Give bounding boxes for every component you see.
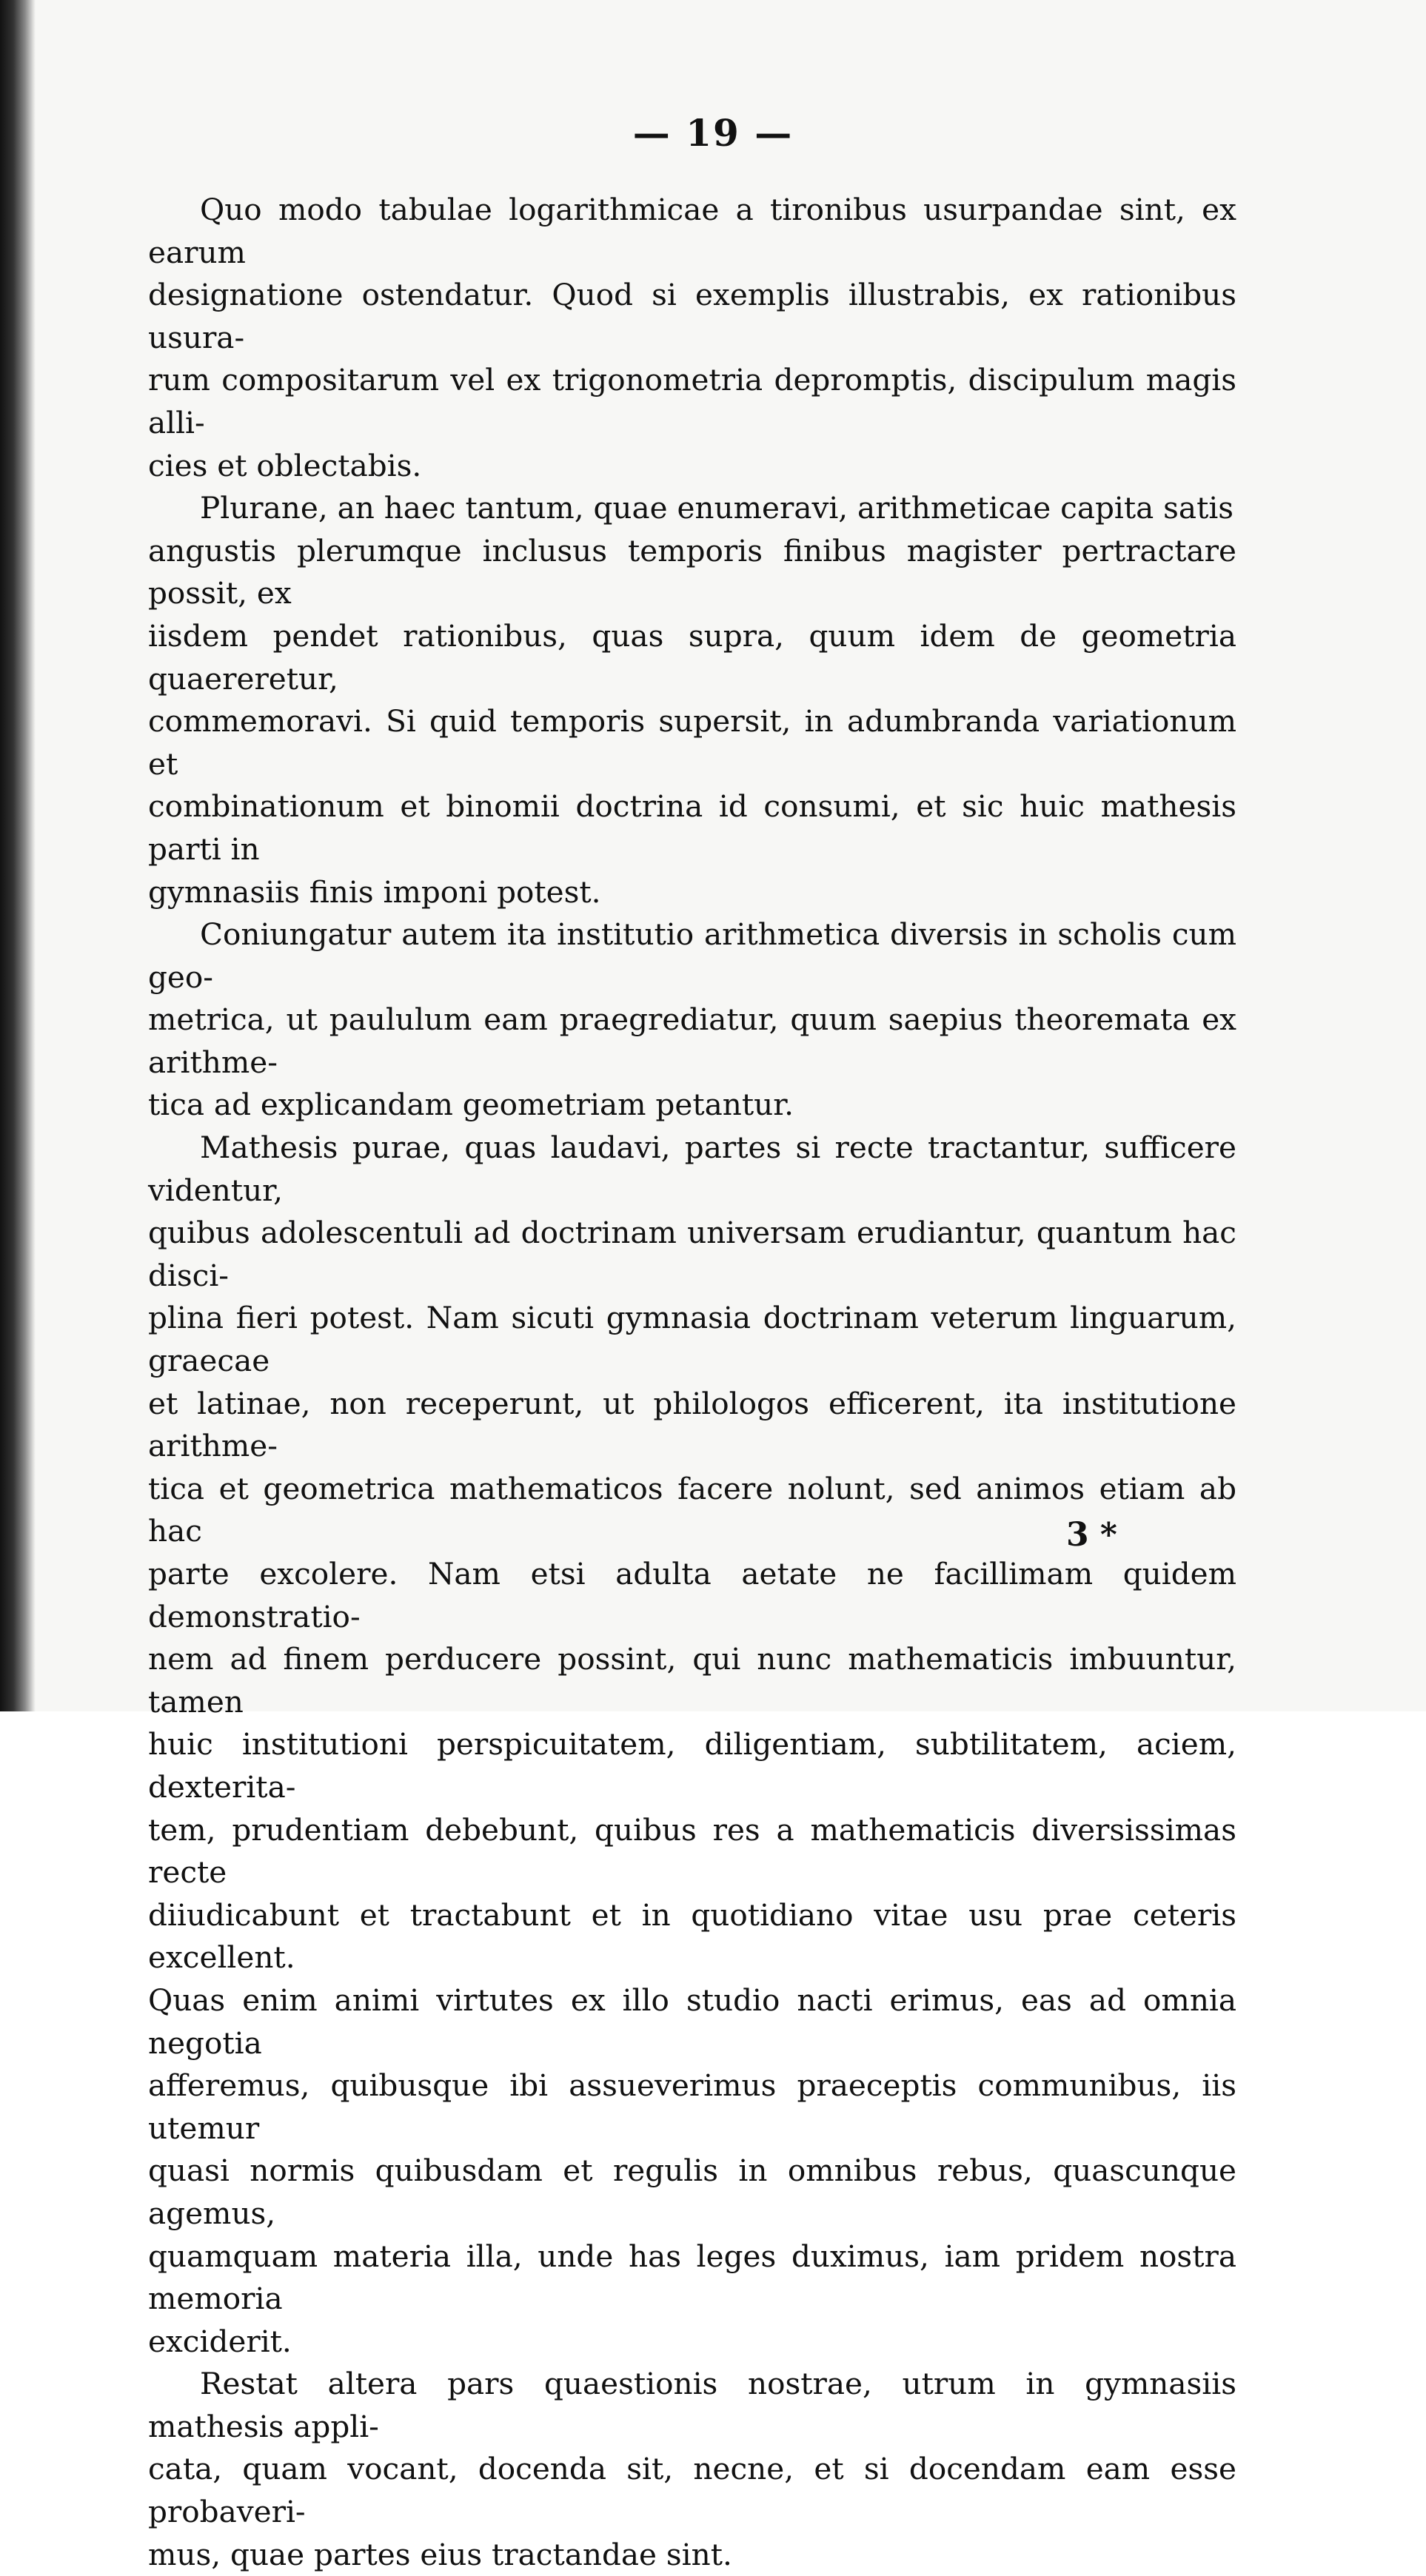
paragraph-1: Quo modo tabulae logarithmicae a tironibus usurpandae sint, ex earum designatione ostendatur. Quod si exemplis illustrabis, ex rationibus usura- rum compositarum vel ex trigonometria depromptis, discipulum magis alli- cies et oblectabis. [148, 192, 1236, 483]
binding-gutter [0, 0, 36, 1711]
text-body [148, 189, 1236, 2576]
paragraph-4: Mathesis purae, quas laudavi, partes si recte tractantur, sufficere videntur, quibus adolescentuli ad doctrinam universam erudiantur, quantum hac disci- plina fieri potest. Nam sicuti gymnasia doctrinam veterum linguarum, graecae et latinae, non receperunt, ut philologos efficerent, ita institutione arithme- tica et geometrica mathematicos facere nolunt, sed animos etiam ab hac parte excolere. Nam etsi adulta aetate ne facillimam quidem demonstratio- nem ad finem perducere possint, qui nunc mathematicis imbuuntur, tamen huic institutioni perspicuitatem, diligentiam, subtilitatem, aciem, dexterita- tem, prudentiam debebunt, quibus res a mathematicis diversissimas recte diiudicabunt et tractabunt et in quotidiano vitae usu prae ceteris excellent. Quas enim animi virtutes ex illo studio nacti erimus, eas ad omnia negotia afferemus, quibusque ibi assueverimus praeceptis communibus, iis utemur quasi normis quibusdam et regulis in omnibus rebus, quascunque agemus, quamquam materia illa, unde has leges duximus, iam pridem nostra memoria exciderit. [148, 1130, 1236, 2359]
paragraph-2: Plurane, an haec tantum, quae enumeravi, arithmeticae capita satis angustis plerumque inclusus temporis finibus magister pertractare possit, ex iisdem pendet rationibus, quas supra, quum idem de geometria quaereretur, commemoravi. Si quid temporis supersit, in adumbranda variationum et combinationum et binomii doctrina id consumi, et sic huic mathesis parti in gymnasiis finis imponi potest. [148, 490, 1236, 910]
page-number: — 19 — [632, 111, 794, 155]
paragraph-3: Coniungatur autem ita institutio arithmetica diversis in scholis cum geo- metrica, ut paululum eam praegrediatur, quum saepius theoremata ex arithme- tica ad explicandam geometriam petantur. [148, 916, 1236, 1123]
signature-mark: 3 * [1066, 1516, 1117, 1554]
paragraph-5: Restat altera pars quaestionis nostrae, utrum in gymnasiis mathesis appli- cata, quam vocant, docenda sit, necne, et si docendam eam esse probaveri- mus, quae partes eius tractandae sint. [148, 2366, 1236, 2572]
